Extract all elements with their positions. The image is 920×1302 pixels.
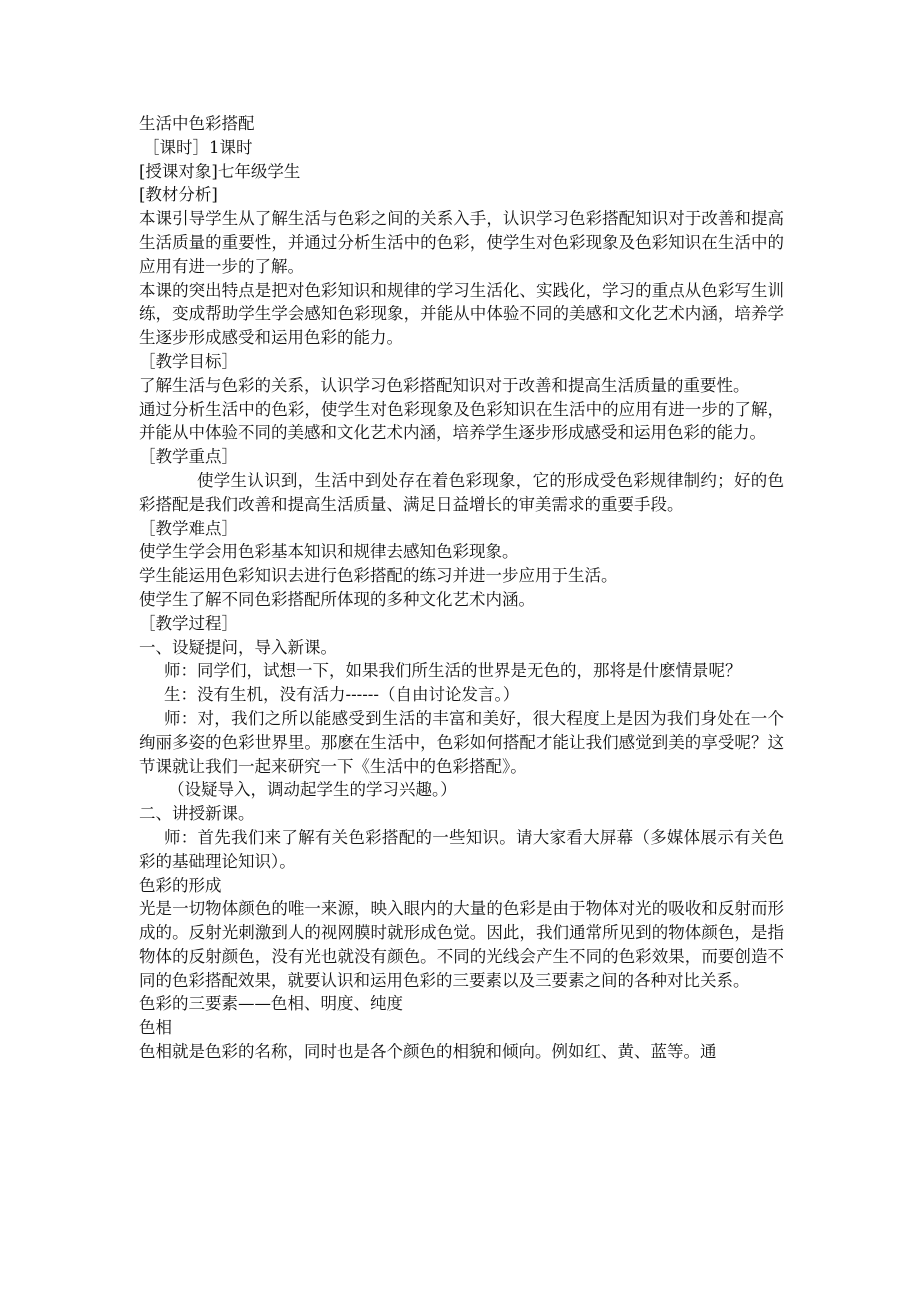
heading-key-points: ［教学重点］ bbox=[139, 447, 238, 467]
document-page bbox=[139, 112, 784, 1064]
material-paragraph-2: 本课的突出特点是把对色彩知识和规律的学习生活化、实践化，学习的重点从色彩写生训练，变成帮助学生学会感知色彩现象，并能从中体验不同的美感和文化艺术内涵，培养学生逐步形成感受和运用色彩的能力。 bbox=[139, 280, 784, 348]
difficulty-item-1: 使学生学会用色彩基本知识和规律去感知色彩现象。 bbox=[139, 542, 519, 562]
hue-paragraph: 色相就是色彩的名称，同时也是各个颜色的相貌和倾向。例如红、黄、蓝等。通 bbox=[139, 1042, 717, 1062]
goals-paragraph-1: 了解生活与色彩的关系，认识学习色彩搭配知识对于改善和提高生活质量的重要性。 bbox=[139, 375, 750, 395]
heading-difficulties: ［教学难点］ bbox=[139, 518, 238, 538]
heading-color-formation: 色彩的形成 bbox=[139, 875, 222, 895]
material-paragraph-1: 本课引导学生从了解生活与色彩之间的关系入手，认识学习色彩搭配知识对于改善和提高生活质量的重要性，并通过分析生活中的色彩，使学生对色彩现象及色彩知识在生活中的应用有进一步的了解。 bbox=[139, 209, 784, 276]
student-line-1: 生：没有生机，没有活力------（自由讨论发言。） bbox=[164, 685, 520, 705]
teacher-line-3: 师：首先我们来了解有关色彩搭配的一些知识。请大家看大屏幕（多媒体展示有关色彩的基础理论知识）。 bbox=[139, 827, 784, 871]
goals-paragraph-2: 通过分析生活中的色彩，使学生对色彩现象及色彩知识在生活中的应用有进一步的了解，并能从中体验不同的美感和文化艺术内涵，培养学生逐步形成感受和运用色彩的能力。 bbox=[139, 399, 784, 443]
doc-title: 生活中色彩搭配 bbox=[139, 114, 255, 133]
teacher-line-1: 师：同学们，试想一下，如果我们所生活的世界是无色的，那将是什麽情景呢？ bbox=[164, 661, 742, 681]
lesson-hours: ［课时］1课时 bbox=[143, 137, 253, 157]
teaching-note-1: （设疑导入，调动起学生的学习兴趣。） bbox=[168, 780, 457, 800]
process-step-1: 一、设疑提问，导入新课。 bbox=[139, 637, 337, 657]
difficulty-item-2: 学生能运用色彩知识去进行色彩搭配的练习并进一步应用于生活。 bbox=[139, 566, 618, 586]
heading-process: ［教学过程］ bbox=[139, 613, 238, 633]
key-points-paragraph: 使学生认识到，生活中到处存在着色彩现象，它的形成受色彩规律制约；好的色彩搭配是我们改善和提高生活质量、满足日益增长的审美需求的重要手段。 bbox=[139, 470, 784, 514]
teacher-line-2: 师：对，我们之所以能感受到生活的丰富和美好，很大程度上是因为我们身处在一个绚丽多姿的色彩世界里。那麽在生活中，色彩如何搭配才能让我们感觉到美的享受呢？这节课就让我们一起来研究一下《生活中的色彩搭配》。 bbox=[139, 708, 784, 776]
heading-color-elements: 色彩的三要素——色相、明度、纯度 bbox=[139, 994, 403, 1014]
heading-material: [教材分析] bbox=[139, 185, 218, 205]
heading-hue: 色相 bbox=[139, 1018, 172, 1038]
heading-goals: ［教学目标］ bbox=[139, 351, 238, 371]
process-step-2: 二、讲授新课。 bbox=[139, 804, 255, 824]
difficulty-item-3: 使学生了解不同色彩搭配所体现的多种文化艺术内涵。 bbox=[139, 589, 535, 609]
color-formation-paragraph: 光是一切物体颜色的唯一来源，映入眼内的大量的色彩是由于物体对光的吸收和反射而形成的。反射光刺激到人的视网膜时就形成色觉。因此，我们通常所见到的物体颜色，是指物体的反射颜色，没有光也就没有颜色。不同的光线会产生不同的色彩效果，而要创造不同的色彩搭配效果，就要认识和运用色彩的三要素以及三要素之间的各种对比关系。 bbox=[139, 899, 784, 990]
audience: [授课对象]七年级学生 bbox=[139, 161, 301, 181]
